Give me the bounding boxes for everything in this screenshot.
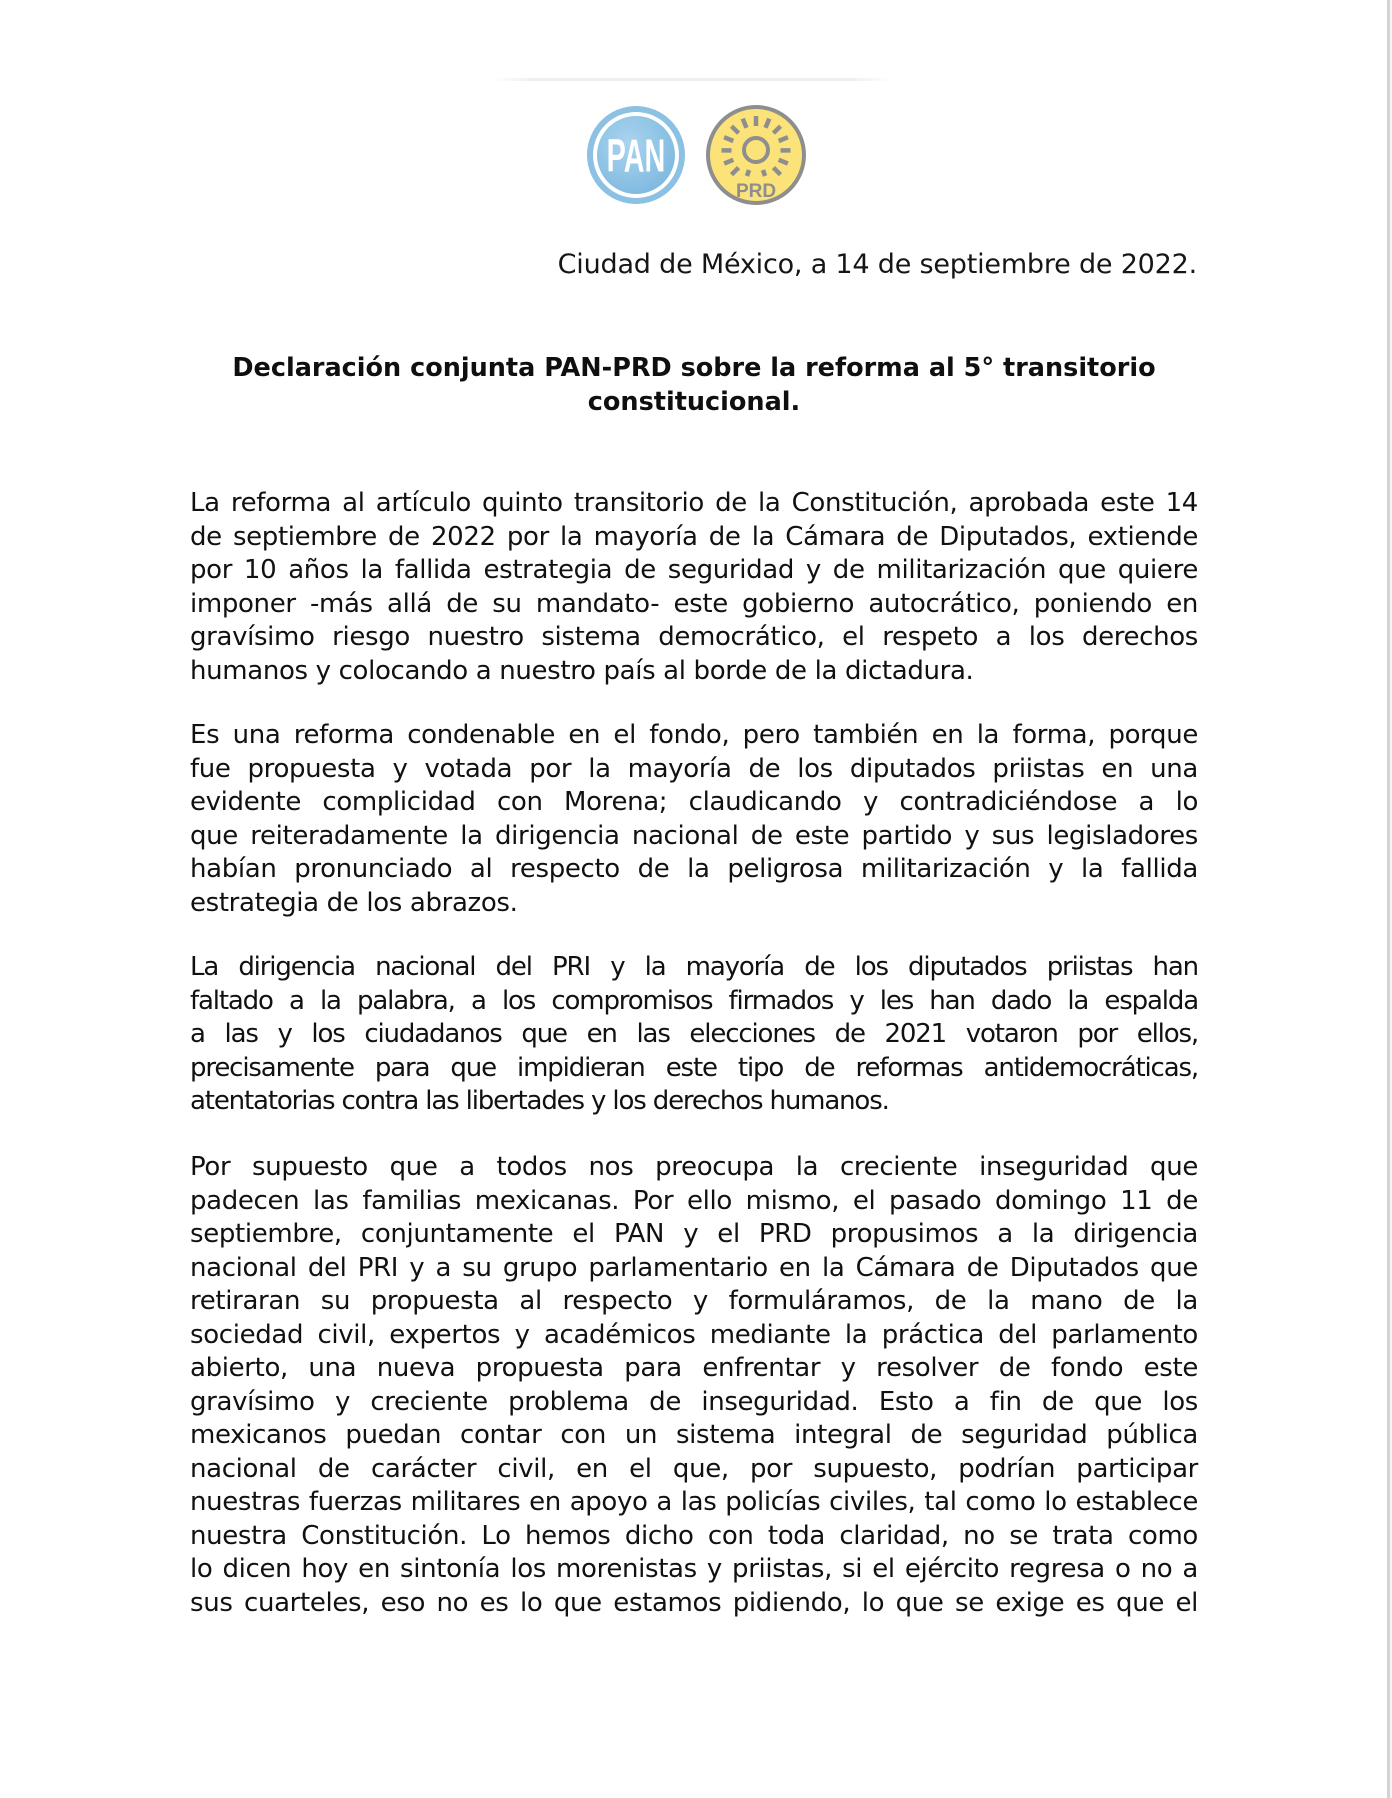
- title-line: constitucional.: [587, 387, 801, 417]
- title-line: Declaración conjunta PAN-PRD sobre la reforma al 5° transitorio: [232, 353, 1156, 383]
- text-line: retiraran su propuesta al respecto y formuláramos, de la mano de la: [190, 1286, 1198, 1316]
- document-title: [190, 351, 1198, 419]
- text-line: a las y los ciudadanos que en las elecciones de 2021 votaron por ellos,: [190, 1019, 1198, 1049]
- prd-logo-label: PRD: [735, 181, 777, 202]
- paragraph-4: [190, 1151, 1198, 1620]
- pan-logo-icon: [585, 104, 687, 206]
- text-line: nacional del PRI y a su grupo parlamentario en la Cámara de Diputados que: [190, 1252, 1198, 1283]
- pan-logo-label: PAN: [606, 130, 666, 183]
- date-line: Ciudad de México, a 14 de septiembre de 2022.: [557, 249, 1197, 280]
- text-line: sus cuarteles, eso no es lo que estamos pidiendo, lo que se exige es que el: [190, 1587, 1198, 1618]
- text-line: sociedad civil, expertos y académicos mediante la práctica del parlamento: [190, 1319, 1198, 1350]
- text-line: nuestra Constitución. Lo hemos dicho con toda claridad, no se trata como: [190, 1520, 1198, 1551]
- text-line: lo dicen hoy en sintonía los morenistas y priistas, si el ejército regresa o no a: [190, 1554, 1198, 1584]
- paragraph-1: [190, 487, 1198, 688]
- text-line: nuestras fuerzas militares en apoyo a las policías civiles, tal como lo establece: [190, 1487, 1198, 1517]
- text-line: septiembre, conjuntamente el PAN y el PRD propusimos a la dirigencia: [190, 1219, 1198, 1249]
- text-line: estrategia de los abrazos.: [190, 887, 518, 918]
- text-line: atentatorias contra las libertades y los derechos humanos.: [190, 1086, 889, 1116]
- header-rule: [492, 78, 892, 81]
- party-logos: [585, 104, 807, 208]
- text-line: por 10 años la fallida estrategia de seguridad y de militarización que quiere: [190, 555, 1198, 585]
- paragraph-3: [190, 951, 1198, 1119]
- text-line: Por supuesto que a todos nos preocupa la creciente inseguridad que: [190, 1152, 1198, 1182]
- text-line: La dirigencia nacional del PRI y la mayoría de los diputados priistas han: [190, 952, 1198, 982]
- text-line: faltado a la palabra, a los compromisos firmados y les han dado la espalda: [190, 985, 1198, 1016]
- text-line: padecen las familias mexicanas. Por ello mismo, el pasado domingo 11 de: [190, 1185, 1198, 1216]
- text-line: La reforma al artículo quinto transitorio de la Constitución, aprobada este 14: [190, 488, 1198, 518]
- text-line: de septiembre de 2022 por la mayoría de la Cámara de Diputados, extiende: [190, 521, 1198, 552]
- text-line: precisamente para que impidieran este tipo de reformas antidemocráticas,: [190, 1052, 1198, 1083]
- paragraph-2: [190, 719, 1198, 920]
- text-line: que reiteradamente la dirigencia nacional de este partido y sus legisladores: [190, 820, 1198, 851]
- text-line: abierto, una nueva propuesta para enfrentar y resolver de fondo este: [190, 1353, 1198, 1383]
- text-line: habían pronunciado al respecto de la peligrosa militarización y la fallida: [190, 854, 1198, 884]
- prd-logo-icon: [705, 104, 807, 206]
- text-line: mexicanos puedan contar con un sistema integral de seguridad pública: [190, 1420, 1198, 1450]
- text-line: evidente complicidad con Morena; claudicando y contradiciéndose a lo: [190, 787, 1198, 817]
- text-line: nacional de carácter civil, en el que, por supuesto, podrían participar: [190, 1453, 1198, 1484]
- text-line: humanos y colocando a nuestro país al borde de la dictadura.: [190, 655, 974, 686]
- text-line: imponer -más allá de su mandato- este gobierno autocrático, poniendo en: [190, 588, 1198, 619]
- text-line: Es una reforma condenable en el fondo, pero también en la forma, porque: [190, 720, 1198, 750]
- text-line: gravísimo y creciente problema de inseguridad. Esto a fin de que los: [190, 1386, 1198, 1417]
- text-line: gravísimo riesgo nuestro sistema democrático, el respeto a los derechos: [190, 622, 1198, 652]
- text-line: fue propuesta y votada por la mayoría de los diputados priistas en una: [190, 753, 1198, 784]
